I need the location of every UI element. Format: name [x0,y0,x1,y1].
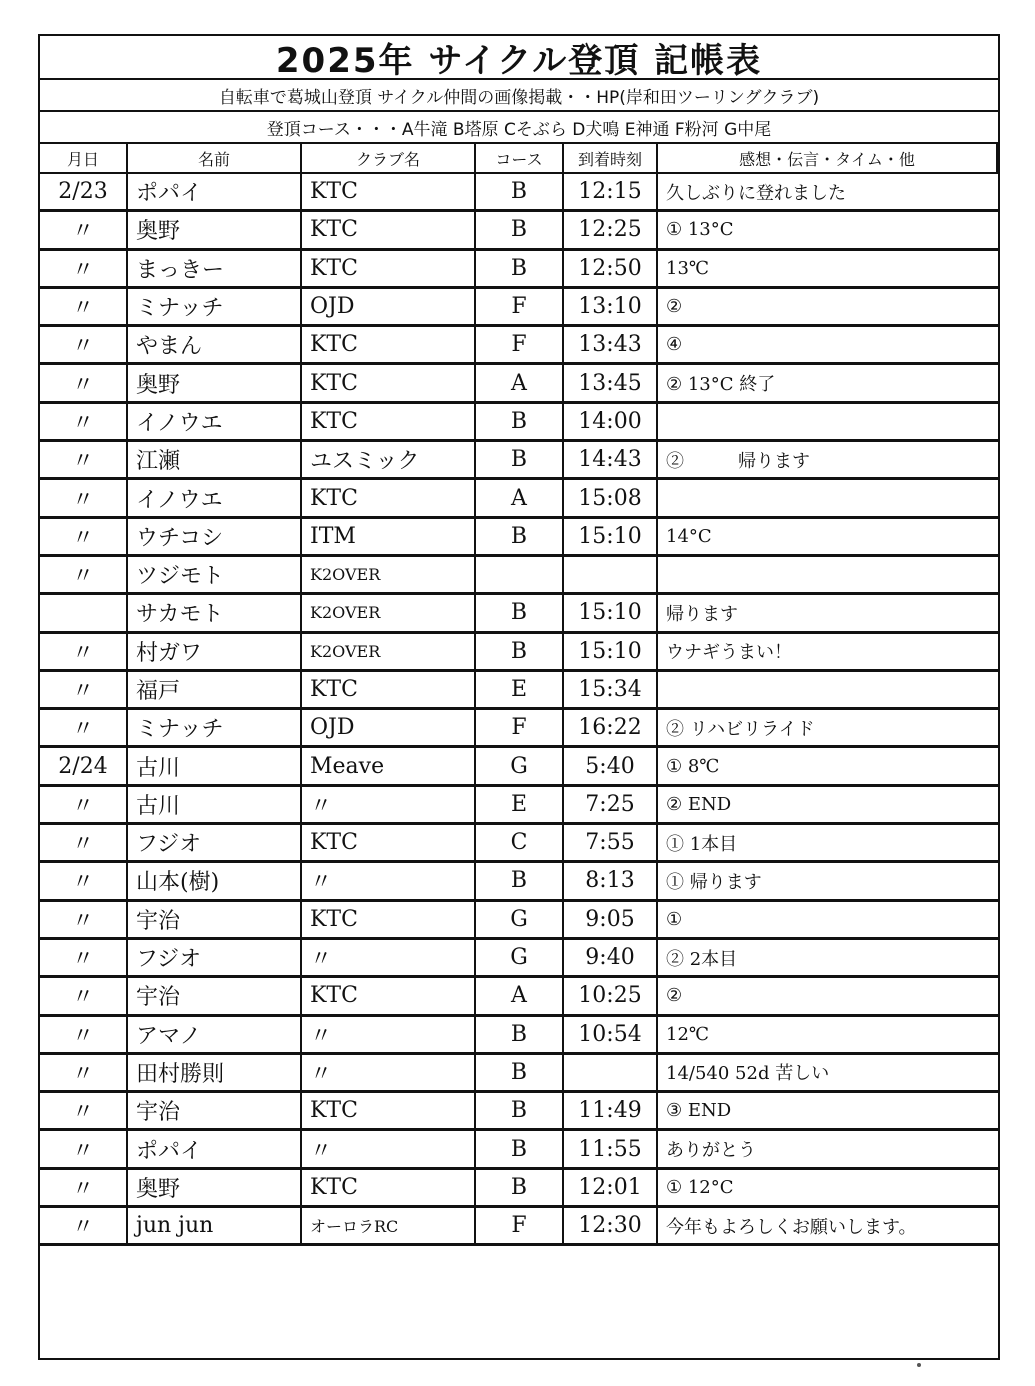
row-21-arrival-time: 9:40 [564,940,658,978]
row-5-date: 〃 [40,327,128,365]
row-8-arrival-time: 14:43 [564,442,658,480]
row-10-club: ITM [302,519,476,557]
row-28-club: オーロラRC [302,1208,476,1246]
row-25-name: 宇治 [128,1093,302,1131]
row-1-course: B [476,174,564,212]
row-19-date: 〃 [40,863,128,901]
row-15-name: ミナッチ [128,710,302,748]
row-8-name: 江瀬 [128,442,302,480]
header-comment: 感想・伝言・タイム・他 [658,144,998,174]
row-25-date: 〃 [40,1093,128,1131]
header-name: 名前 [128,144,302,174]
row-18-club: KTC [302,825,476,863]
row-20-comment: ① [658,902,998,940]
row-18-arrival-time: 7:55 [564,825,658,863]
row-6-club: KTC [302,365,476,403]
row-15-comment: ② リハビリライド [658,710,998,748]
row-18-course: C [476,825,564,863]
row-10-name: ウチコシ [128,519,302,557]
row-8-club: ユスミック [302,442,476,480]
row-3-name: まっきー [128,251,302,289]
row-10-arrival-time: 15:10 [564,519,658,557]
row-21-name: フジオ [128,940,302,978]
row-2-course: B [476,212,564,250]
row-26-comment: ありがとう [658,1131,998,1169]
row-15-course: F [476,710,564,748]
row-3-club: KTC [302,251,476,289]
row-22-name: 宇治 [128,978,302,1016]
row-16-name: 古川 [128,748,302,786]
course-legend: 登頂コース・・・A牛滝 B塔原 Cそぶら D犬鳴 E神通 F粉河 G中尾 [40,112,998,144]
row-2-comment: ① 13°C [658,212,998,250]
row-7-club: KTC [302,404,476,442]
sheet-subtitle: 自転車で葛城山登頂 サイクル仲間の画像掲載・・HP(岸和田ツーリングクラブ) [40,80,998,112]
row-26-date: 〃 [40,1131,128,1169]
row-12-course: B [476,595,564,633]
header-date: 月日 [40,144,128,174]
row-4-course: F [476,289,564,327]
row-20-arrival-time: 9:05 [564,902,658,940]
row-7-comment [658,404,998,442]
row-18-date: 〃 [40,825,128,863]
row-13-date: 〃 [40,634,128,672]
row-11-comment [658,557,998,595]
row-12-comment: 帰ります [658,595,998,633]
row-25-comment: ③ END [658,1093,998,1131]
row-26-arrival-time: 11:55 [564,1131,658,1169]
row-20-club: KTC [302,902,476,940]
row-27-course: B [476,1170,564,1208]
row-4-comment: ② [658,289,998,327]
row-14-arrival-time: 15:34 [564,672,658,710]
row-9-comment [658,480,998,518]
row-16-date: 2/24 [40,748,128,786]
row-7-date: 〃 [40,404,128,442]
row-9-date: 〃 [40,480,128,518]
row-2-date: 〃 [40,212,128,250]
row-12-name: サカモト [128,595,302,633]
row-12-date [40,595,128,633]
row-20-course: G [476,902,564,940]
row-2-name: 奥野 [128,212,302,250]
row-3-course: B [476,251,564,289]
row-7-course: B [476,404,564,442]
row-26-club: 〃 [302,1131,476,1169]
row-12-arrival-time: 15:10 [564,595,658,633]
row-22-comment: ② [658,978,998,1016]
row-9-name: イノウエ [128,480,302,518]
row-3-comment: 13℃ [658,251,998,289]
row-15-date: 〃 [40,710,128,748]
row-5-club: KTC [302,327,476,365]
row-3-arrival-time: 12:50 [564,251,658,289]
row-23-date: 〃 [40,1017,128,1055]
row-6-name: 奥野 [128,365,302,403]
row-22-date: 〃 [40,978,128,1016]
row-6-comment: ② 13°C 終了 [658,365,998,403]
row-2-club: KTC [302,212,476,250]
row-1-club: KTC [302,174,476,212]
scan-speck [917,1363,921,1367]
row-1-date: 2/23 [40,174,128,212]
row-13-course: B [476,634,564,672]
row-7-name: イノウエ [128,404,302,442]
row-28-date: 〃 [40,1208,128,1246]
row-11-arrival-time [564,557,658,595]
row-6-course: A [476,365,564,403]
row-14-name: 福戸 [128,672,302,710]
row-24-arrival-time [564,1055,658,1093]
row-5-name: やまん [128,327,302,365]
row-4-name: ミナッチ [128,289,302,327]
row-24-name: 田村勝則 [128,1055,302,1093]
row-11-course [476,557,564,595]
row-14-date: 〃 [40,672,128,710]
row-27-arrival-time: 12:01 [564,1170,658,1208]
row-28-course: F [476,1208,564,1246]
row-4-arrival-time: 13:10 [564,289,658,327]
row-12-club: K2OVER [302,595,476,633]
log-table [40,144,998,1246]
row-14-club: KTC [302,672,476,710]
row-11-club: K2OVER [302,557,476,595]
header-course: コース [476,144,564,174]
row-6-arrival-time: 13:45 [564,365,658,403]
row-24-course: B [476,1055,564,1093]
row-14-comment [658,672,998,710]
row-13-name: 村ガワ [128,634,302,672]
row-4-club: OJD [302,289,476,327]
row-5-arrival-time: 13:43 [564,327,658,365]
row-23-comment: 12℃ [658,1017,998,1055]
row-10-date: 〃 [40,519,128,557]
row-6-date: 〃 [40,365,128,403]
row-17-date: 〃 [40,787,128,825]
row-25-arrival-time: 11:49 [564,1093,658,1131]
row-24-club: 〃 [302,1055,476,1093]
row-23-club: 〃 [302,1017,476,1055]
sheet-title: 2025年 サイクル登頂 記帳表 [40,36,998,80]
row-17-comment: ② END [658,787,998,825]
row-3-date: 〃 [40,251,128,289]
row-28-name: jun jun [128,1208,302,1246]
row-16-course: G [476,748,564,786]
row-18-name: フジオ [128,825,302,863]
row-20-name: 宇治 [128,902,302,940]
row-17-course: E [476,787,564,825]
row-28-comment: 今年もよろしくお願いします。 [658,1208,998,1246]
row-7-arrival-time: 14:00 [564,404,658,442]
row-16-comment: ① 8℃ [658,748,998,786]
row-19-club: 〃 [302,863,476,901]
row-20-date: 〃 [40,902,128,940]
row-23-arrival-time: 10:54 [564,1017,658,1055]
row-11-date: 〃 [40,557,128,595]
row-21-course: G [476,940,564,978]
log-sheet [38,34,1000,1360]
row-5-course: F [476,327,564,365]
row-25-course: B [476,1093,564,1131]
row-9-club: KTC [302,480,476,518]
row-13-comment: ウナギうまい！ [658,634,998,672]
row-28-arrival-time: 12:30 [564,1208,658,1246]
row-17-name: 古川 [128,787,302,825]
row-22-club: KTC [302,978,476,1016]
row-21-club: 〃 [302,940,476,978]
row-10-comment: 14°C [658,519,998,557]
header-club: クラブ名 [302,144,476,174]
row-1-arrival-time: 12:15 [564,174,658,212]
row-21-comment: ② 2本目 [658,940,998,978]
row-24-date: 〃 [40,1055,128,1093]
row-1-comment: 久しぶりに登れました [658,174,998,212]
row-15-arrival-time: 16:22 [564,710,658,748]
row-24-comment: 14/540 52d 苦しい [658,1055,998,1093]
row-14-course: E [476,672,564,710]
row-27-name: 奥野 [128,1170,302,1208]
row-11-name: ツジモト [128,557,302,595]
row-13-arrival-time: 15:10 [564,634,658,672]
row-19-course: B [476,863,564,901]
row-18-comment: ① 1本目 [658,825,998,863]
row-5-comment: ④ [658,327,998,365]
row-17-club: 〃 [302,787,476,825]
row-10-course: B [476,519,564,557]
row-27-comment: ① 12°C [658,1170,998,1208]
row-4-date: 〃 [40,289,128,327]
row-26-name: ポパイ [128,1131,302,1169]
row-22-course: A [476,978,564,1016]
row-9-arrival-time: 15:08 [564,480,658,518]
row-27-date: 〃 [40,1170,128,1208]
row-16-arrival-time: 5:40 [564,748,658,786]
row-8-date: 〃 [40,442,128,480]
row-19-comment: ① 帰ります [658,863,998,901]
row-27-club: KTC [302,1170,476,1208]
row-8-comment: ② 帰ります [658,442,998,480]
row-8-course: B [476,442,564,480]
row-1-name: ポパイ [128,174,302,212]
row-2-arrival-time: 12:25 [564,212,658,250]
row-13-club: K2OVER [302,634,476,672]
row-9-course: A [476,480,564,518]
row-26-course: B [476,1131,564,1169]
row-23-course: B [476,1017,564,1055]
row-22-arrival-time: 10:25 [564,978,658,1016]
row-19-name: 山本(樹) [128,863,302,901]
row-15-club: OJD [302,710,476,748]
row-21-date: 〃 [40,940,128,978]
header-arrival-time: 到着時刻 [564,144,658,174]
row-16-club: Meave [302,748,476,786]
row-17-arrival-time: 7:25 [564,787,658,825]
row-25-club: KTC [302,1093,476,1131]
row-19-arrival-time: 8:13 [564,863,658,901]
row-23-name: アマノ [128,1017,302,1055]
